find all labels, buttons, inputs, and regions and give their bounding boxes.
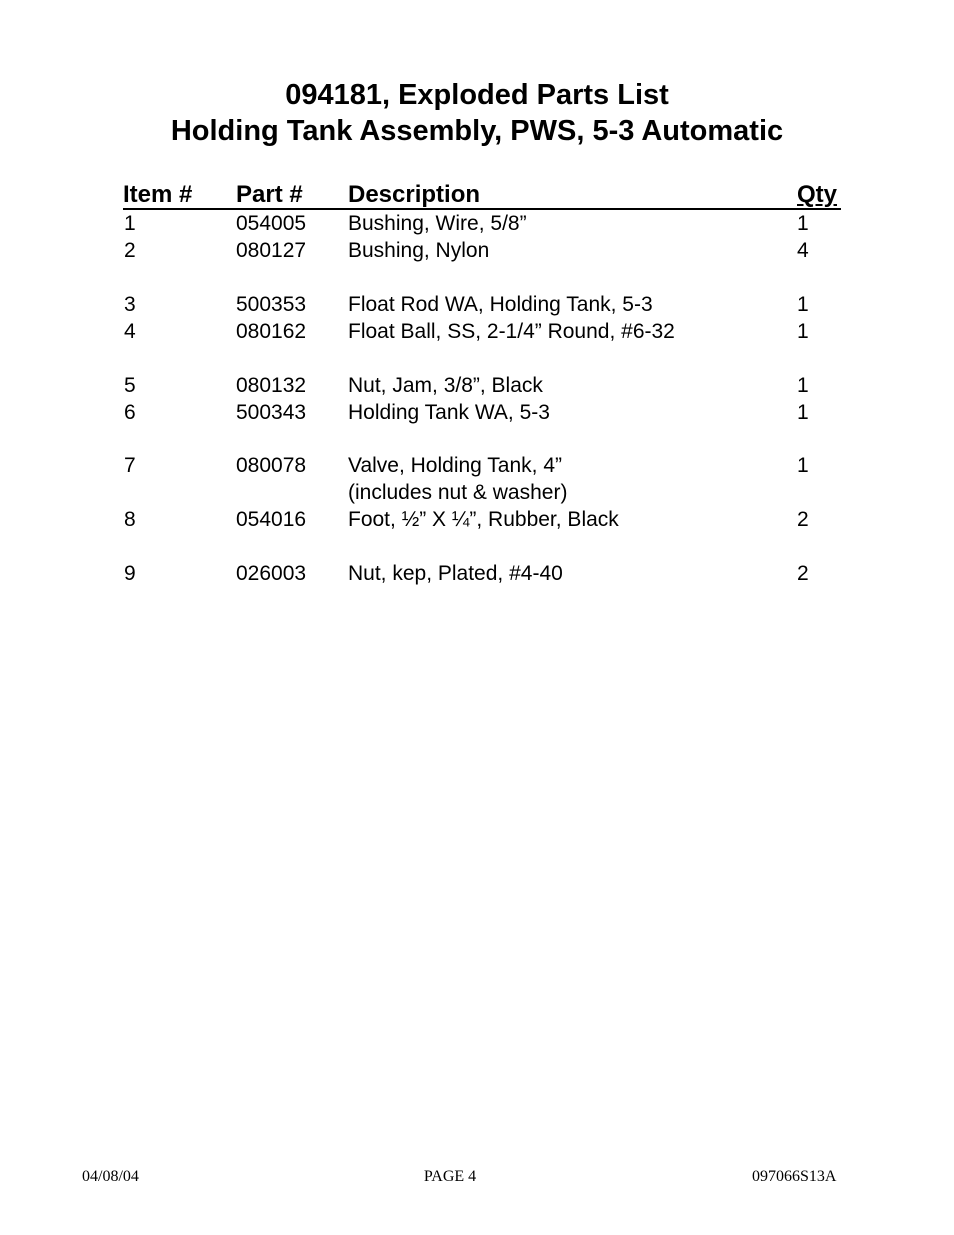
item-number: 8: [124, 508, 136, 531]
item-number: 4: [124, 320, 136, 343]
part-number: 026003: [236, 562, 307, 585]
part-number: 080078: [236, 454, 307, 477]
item-number: 3: [124, 293, 136, 316]
item-number: 9: [124, 562, 136, 585]
part-description: Nut, kep, Plated, #4-40: [348, 562, 563, 585]
item-number: 6: [124, 401, 136, 424]
part-qty: 1: [797, 454, 809, 477]
table-row: [123, 506, 841, 533]
item-number: 5: [124, 374, 136, 397]
part-qty: 2: [797, 508, 809, 531]
table-row: [123, 291, 841, 318]
part-number: 080132: [236, 374, 307, 397]
header-qty: Qty: [797, 181, 838, 208]
table-row: [123, 560, 841, 587]
part-number: 054005: [236, 212, 307, 235]
item-number: 1: [124, 212, 136, 235]
table-row: [123, 479, 841, 506]
part-number: 500343: [236, 401, 307, 424]
part-number: 080127: [236, 239, 307, 262]
table-row: [123, 318, 841, 345]
part-description-continued: (includes nut & washer): [348, 481, 568, 504]
footer-date: 04/08/04: [82, 1168, 139, 1185]
header-item: Item #: [123, 181, 193, 208]
part-description: Bushing, Wire, 5/8”: [348, 212, 527, 235]
part-qty: 1: [797, 374, 809, 397]
part-qty: 1: [797, 320, 809, 343]
part-description: Float Rod WA, Holding Tank, 5-3: [348, 293, 653, 316]
table-row: [123, 210, 841, 237]
header-part: Part #: [236, 181, 303, 208]
part-description: Bushing, Nylon: [348, 239, 490, 262]
part-description: Valve, Holding Tank, 4”: [348, 454, 563, 477]
page-title: 094181, Exploded Parts List: [285, 79, 669, 111]
part-qty: 1: [797, 401, 809, 424]
header-description: Description: [348, 181, 481, 208]
part-description: Foot, ½” X ¼”, Rubber, Black: [348, 508, 619, 531]
part-description: Float Ball, SS, 2-1/4” Round, #6-32: [348, 320, 675, 343]
part-qty: 1: [797, 212, 809, 235]
part-qty: 1: [797, 293, 809, 316]
table-row: [123, 237, 841, 264]
part-qty: 2: [797, 562, 809, 585]
table-row: [123, 372, 841, 399]
table-row: [123, 399, 841, 426]
part-number: 080162: [236, 320, 307, 343]
footer-page-number: PAGE 4: [423, 1168, 477, 1185]
footer-document-number: 097066S13A: [752, 1168, 837, 1185]
part-number: 500353: [236, 293, 307, 316]
item-number: 7: [124, 454, 136, 477]
part-description: Holding Tank WA, 5-3: [348, 401, 550, 424]
part-description: Nut, Jam, 3/8”, Black: [348, 374, 543, 397]
table-header: [123, 180, 841, 210]
item-number: 2: [124, 239, 136, 262]
page-subtitle: Holding Tank Assembly, PWS, 5-3 Automatic: [170, 115, 784, 147]
part-qty: 4: [797, 239, 809, 262]
table-row: [123, 452, 841, 479]
part-number: 054016: [236, 508, 307, 531]
